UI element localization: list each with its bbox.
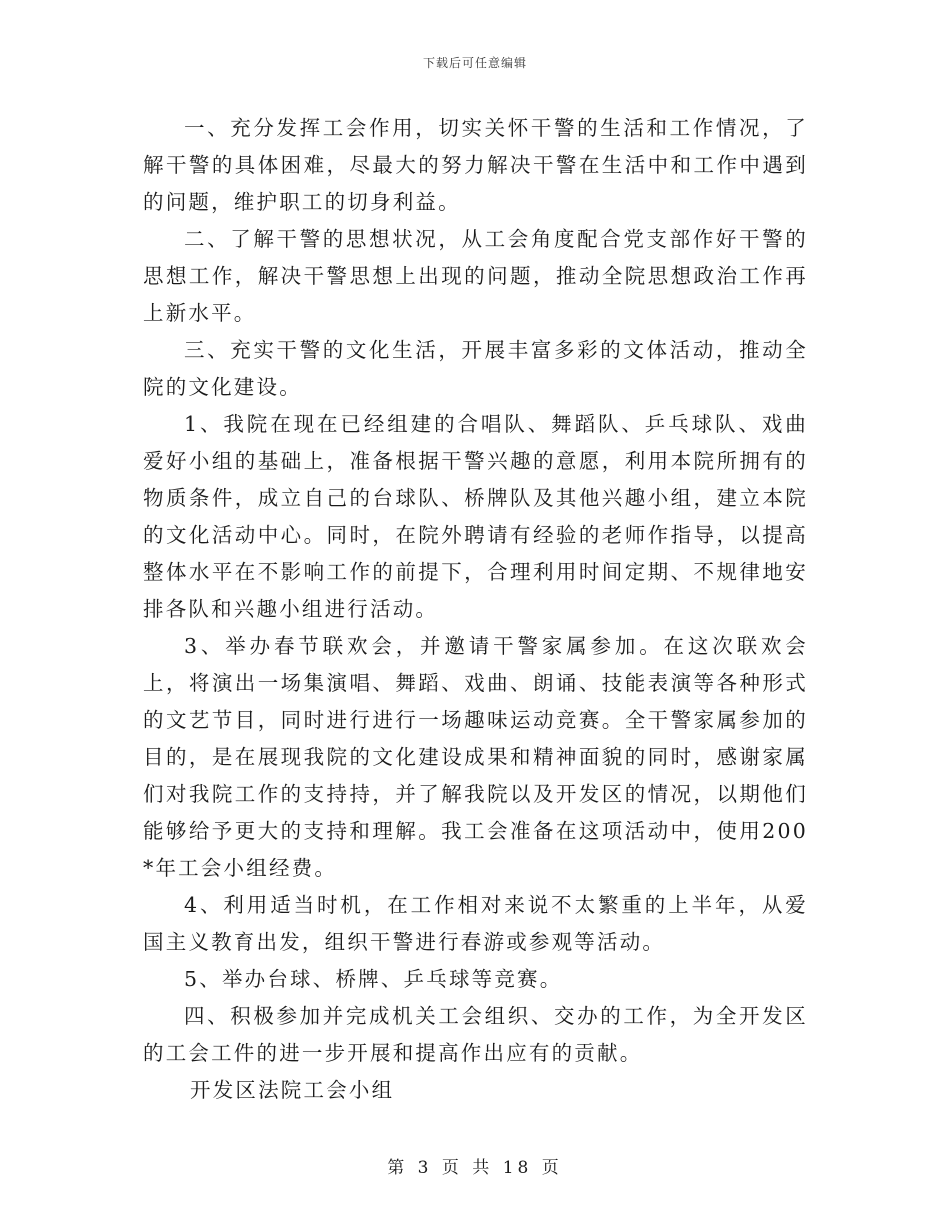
paragraph-6: 4、利用适当时机，在工作相对来说不太繁重的上半年，从爱国主义教育出发，组织干警进行春游或参观等活动。	[143, 893, 808, 954]
paragraph-1: 一、充分发挥工会作用，切实关怀干警的生活和工作情况，了解干警的具体困难，尽最大的努力解决干警在生活中和工作中遇到的问题，维护职工的切身利益。	[143, 116, 808, 214]
paragraph-8: 四、积极参加并完成机关工会组织、交办的工作，为全开发区的工会工件的进一步开展和提高作出应有的贡献。	[143, 1004, 808, 1065]
signature: 开发区法院工会小组	[190, 1078, 395, 1102]
paragraph-2: 二、了解干警的思想状况，从工会角度配合党支部作好干警的思想工作，解决干警思想上出现的问题，推动全院思想政治工作再上新水平。	[143, 227, 808, 325]
paragraph-5: 3、举办春节联欢会，并邀请干警家属参加。在这次联欢会上，将演出一场集演唱、舞蹈、戏曲、朗诵、技能表演等各种形式的文艺节目，同时进行进行一场趣味运动竞赛。全干警家属参加的目的，是在展现我院的文化建设成果和精神面貌的同时，感谢家属们对我院工作的支持持，并了解我院以及开发区的情况，以期他们能够给予更大的支持和理解。我工会准备在这项活动中，使用200*年工会小组经费。	[143, 634, 808, 880]
page-number: 第 3 页 共 18 页	[387, 1158, 563, 1178]
paragraph-7: 5、举办台球、桥牌、乒乓球等竞赛。	[184, 967, 563, 991]
paragraph-3: 三、充实干警的文化生活，开展丰富多彩的文体活动，推动全院的文化建设。	[143, 338, 808, 399]
page-header: 下载后可任意编辑	[422, 56, 527, 70]
paragraph-4: 1、我院在现在已经组建的合唱队、舞蹈队、乒乓球队、戏曲爱好小组的基础上，准备根据干警兴趣的意愿，利用本院所拥有的物质条件，成立自己的台球队、桥牌队及其他兴趣小组，建立本院的文化活动中心。同时，在院外聘请有经验的老师作指导，以提高整体水平在不影响工作的前提下，合理利用时间定期、不规律地安排各队和兴趣小组进行活动。	[143, 412, 808, 621]
document-body	[143, 110, 808, 1109]
